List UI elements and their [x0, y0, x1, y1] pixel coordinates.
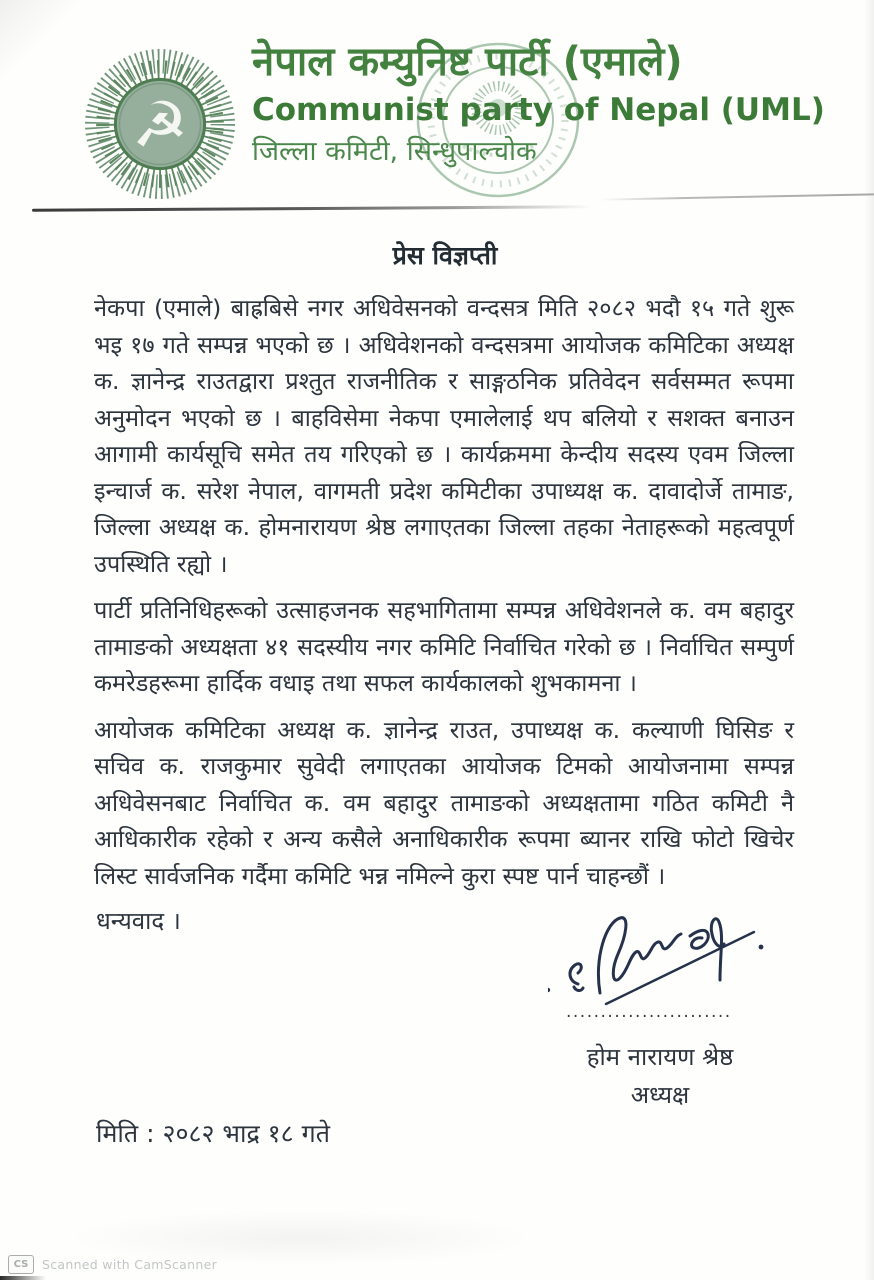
paragraph-1: नेकपा (एमाले) बाह्रबिसे नगर अधिवेसनको वन्दसत्र मिति २०८२ भदौ १५ गते शुरू भइ १७ गते सम्पन्न भएको छ । अधिवेशनको वन्दसत्रमा आयोजक कमिटिका अध्यक्ष क. ज्ञानेन्द्र राउतद्वारा प्रश्तुत राजनीतिक र साङ्गठनिक प्रतिवेदन सर्वसम्मत रूपमा अनुमोदन भएको छ । बाहविसेमा नेकपा एमालेलाई थप बलियो र सशक्त बनाउन आगामी कार्यसूचि समेत तय गरिएको छ । कार्यक्रममा केन्दीय सदस्य एवम जिल्ला इन्चार्ज क. सरेश नेपाल, वागमती प्रदेश कमिटीका उपाध्यक्ष क. दावादोर्जे तामाङ, जिल्ला अध्यक्ष क. होमनारायण श्रेष्ठ लगाएतका जिल्ला तहका नेताहरूको महत्वपूर्ण उपस्थिति रह्यो । — [94, 294, 794, 578]
paragraph-2: पार्टी प्रतिनिधिहरूको उत्साहजनक सहभागितामा सम्पन्न अधिवेशनले क. वम बहादुर तामाङको अध्यक्षता ४१ सदस्यीय नगर कमिटि निर्वाचित गरेको छ । निर्वाचित सम्पुर्ण कमरेडहरूमा हार्दिक वधाइ तथा सफल कार्यकालको शुभकामना । — [94, 596, 794, 697]
page-title: प्रेस विज्ञप्ती — [392, 241, 498, 270]
header-divider-line — [32, 205, 592, 211]
camscanner-text: Scanned with CamScanner — [42, 1256, 218, 1272]
signatory-name: होम नारायण श्रेष्ठ — [586, 1043, 734, 1071]
closing-thanks: धन्यवाद । — [96, 907, 181, 935]
date-line: मिति : २०८२ भाद्र १८ गते — [96, 1119, 330, 1148]
camscanner-badge-icon: CS — [8, 1255, 34, 1274]
svg-text:☭: ☭ — [131, 88, 189, 162]
paragraph-3: आयोजक कमिटिका अध्यक्ष क. ज्ञानेन्द्र राउत, उपाध्यक्ष क. कल्याणी घिसिङ र सचिव क. राजकुमार सुवेदी लगाएतका आयोजक टिमको आयोजनामा सम्पन्न अधिवेसनबाट निर्वाचित क. वम बहादुर तामाङको अध्यक्षतामा गठित कमिटी नै आधिकारीक रहेको र अन्य कसैले अनाधिकारीक रूपमा ब्यानर राखि फोटो खिचेर लिस्ट सार्वजनिक गर्दैमा कमिटि भन्न नमिल्ने कुरा स्पष्ट पार्न चाहन्छौं । — [94, 715, 794, 890]
header-divider-line-faint — [600, 193, 874, 200]
press-release-body — [94, 290, 794, 904]
letterhead — [252, 36, 825, 172]
scan-edge-artifact — [0, 1276, 46, 1280]
signatory-title: अध्यक्ष — [630, 1081, 690, 1109]
camscanner-watermark — [8, 1254, 217, 1274]
org-name-nepali: नेपाल कम्युनिष्ट पार्टी (एमाले) — [252, 39, 683, 85]
committee-line: जिल्ला कमिटी, सिन्धुपाल्चोक — [252, 136, 537, 167]
org-name-english: Communist party of Nepal (UML) — [252, 92, 825, 128]
signature-dotted-line: ........................ — [566, 1002, 732, 1022]
party-emblem-sunburst-hammer-sickle-icon — [84, 48, 236, 200]
